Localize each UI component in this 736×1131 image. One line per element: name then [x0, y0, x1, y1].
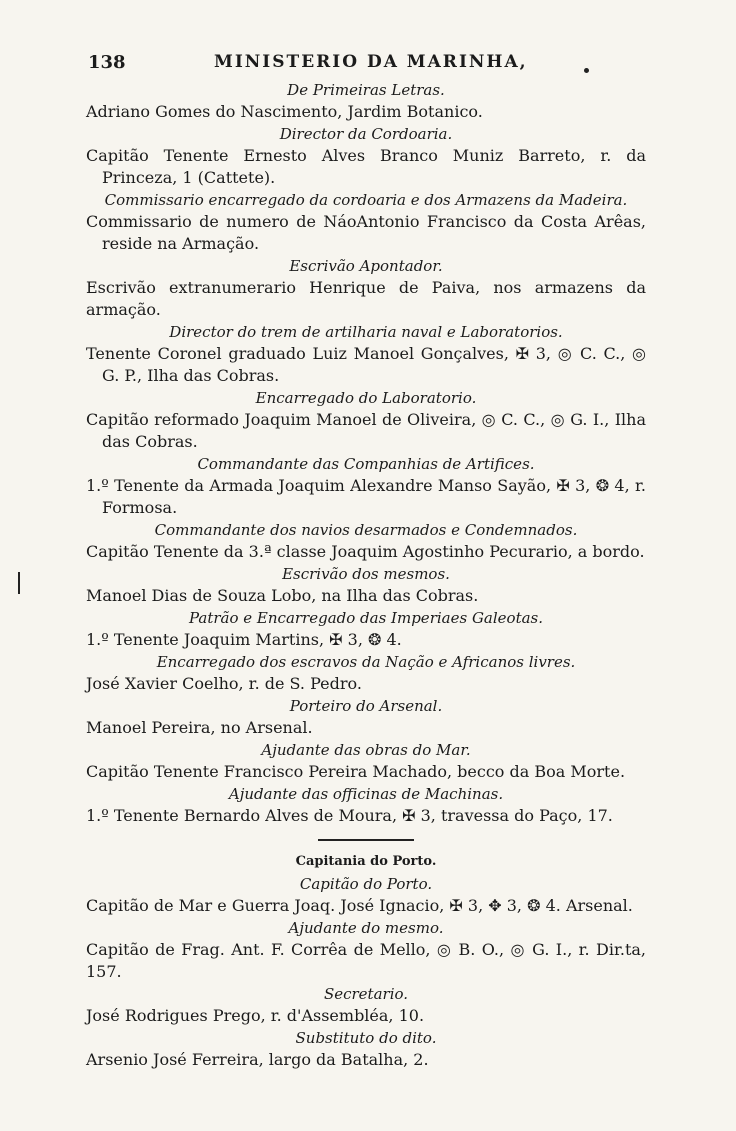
section-heading: Secretario. [323, 985, 409, 1003]
entry: Adriano Gomes do Nascimento, Jardim Botanico. [86, 102, 483, 121]
page-header [88, 52, 648, 76]
entry: 1.º Tenente Joaquim Martins, ✠ 3, ❂ 4. [86, 630, 402, 649]
section-heading: Director do trem de artilharia naval e Laboratorios. [169, 323, 563, 341]
section-heading: Porteiro do Arsenal. [289, 697, 443, 715]
chapter-heading: Capitania do Porto. [295, 854, 437, 869]
section-heading: Ajudante das officinas de Machinas. [228, 785, 504, 803]
entry: José Xavier Coelho, r. de S. Pedro. [86, 674, 362, 693]
section-heading: Escrivão dos mesmos. [282, 565, 450, 583]
section-heading: Commandante dos navios desarmados e Condemnados. [154, 521, 578, 539]
entry: Manoel Dias de Souza Lobo, na Ilha das Cobras. [86, 586, 479, 605]
entry: 1.º Tenente da Armada Joaquim Alexandre Manso Sayão, ✠ 3, ❂ 4, r. Formosa. [86, 476, 646, 517]
section-divider [318, 839, 414, 841]
running-title: MINISTERIO DA MARINHA, [214, 52, 528, 72]
section-heading: De Primeiras Letras. [287, 81, 445, 99]
section-heading: Encarregado dos escravos da Nação e Africanos livres. [156, 653, 576, 671]
page-number: 138 [88, 52, 126, 73]
section-heading: Commissario encarregado da cordoaria e dos Armazens da Madeira. [104, 191, 628, 209]
entry: Capitão reformado Joaquim Manoel de Oliveira, ◎ C. C., ◎ G. I., Ilha das Cobras. [86, 410, 646, 451]
entry: Capitão de Frag. Ant. F. Corrêa de Mello, ◎ B. O., ◎ G. I., r. Dir.ta, 157. [86, 940, 646, 981]
entry: Capitão de Mar e Guerra Joaq. José Ignacio, ✠ 3, ✥ 3, ❂ 4. Arsenal. [86, 896, 633, 915]
entry: Commissario de numero de NáoAntonio Francisco da Costa Arêas, reside na Armação. [86, 212, 646, 253]
entry: Capitão Tenente da 3.ª classe Joaquim Agostinho Pecurario, a bordo. [86, 542, 645, 561]
entry: Capitão Tenente Ernesto Alves Branco Muniz Barreto, r. da Princeza, 1 (Cattete). [86, 146, 646, 187]
section-heading: Ajudante do mesmo. [288, 919, 444, 937]
entry: Capitão Tenente Francisco Pereira Machado, becco da Boa Morte. [86, 762, 626, 781]
section-heading: Capitão do Porto. [299, 875, 433, 893]
entry: 1.º Tenente Bernardo Alves de Moura, ✠ 3, travessa do Paço, 17. [86, 806, 613, 825]
ink-spot [584, 68, 589, 73]
entry: José Rodrigues Prego, r. d'Assembléa, 10. [86, 1006, 425, 1025]
section-heading: Patrão e Encarregado das Imperiaes Galeotas. [188, 609, 544, 627]
section-heading: Director da Cordoaria. [279, 125, 453, 143]
section-heading: Escrivão Apontador. [289, 257, 443, 275]
section-heading: Ajudante das obras do Mar. [261, 741, 471, 759]
section-heading: Encarregado do Laboratorio. [255, 389, 477, 407]
page-body [86, 79, 646, 1071]
entry: Arsenio José Ferreira, largo da Batalha, 2. [86, 1050, 429, 1069]
section-heading: Substituto do dito. [295, 1029, 437, 1047]
section-heading: Commandante das Companhias de Artifices. [197, 455, 535, 473]
entry: Escrivão extranumerario Henrique de Paiva, nos armazens da armação. [86, 278, 646, 319]
entry: Manoel Pereira, no Arsenal. [86, 718, 313, 737]
entry: Tenente Coronel graduado Luiz Manoel Gonçalves, ✠ 3, ◎ C. C., ◎ G. P., Ilha das Cobras. [86, 344, 646, 385]
margin-mark [18, 572, 20, 594]
